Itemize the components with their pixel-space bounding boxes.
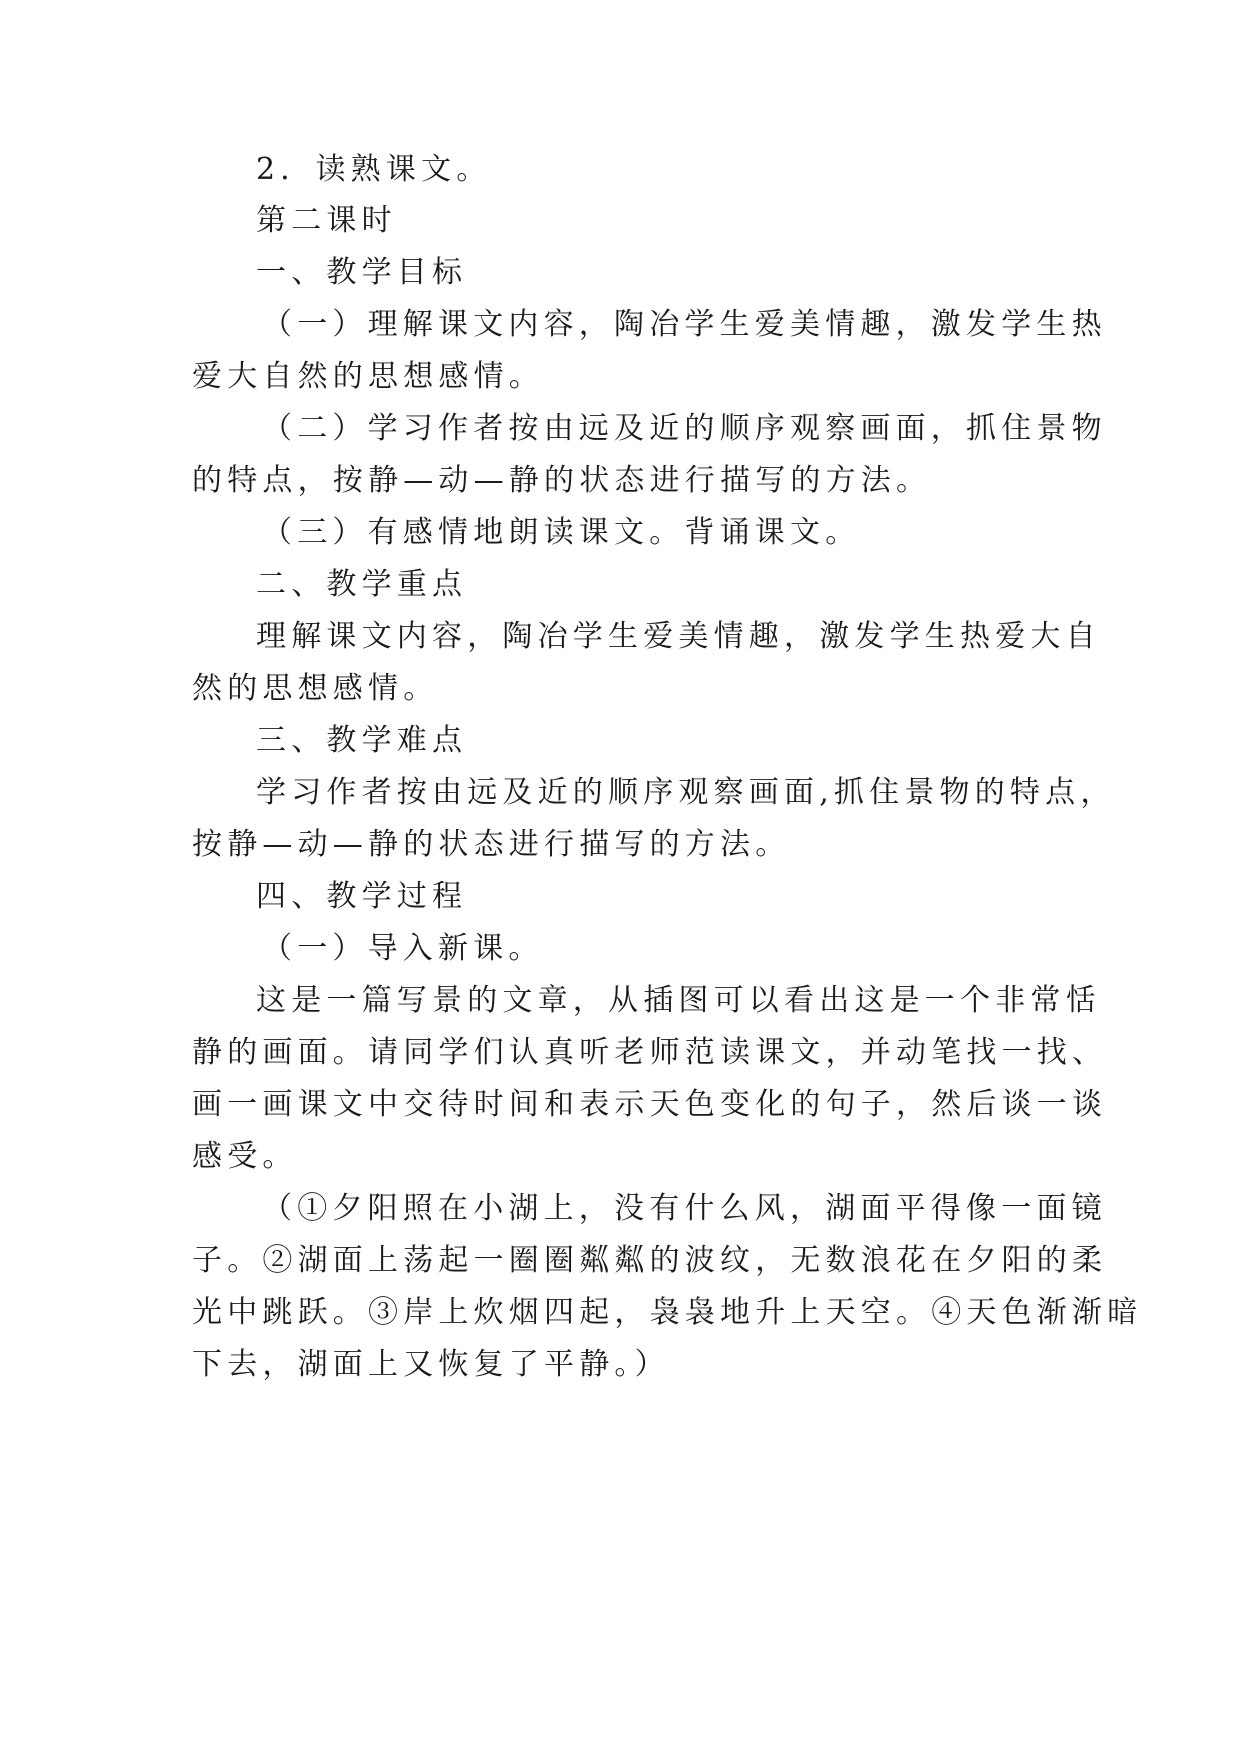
paragraph-line: 静的画面。请同学们认真听老师范读课文，并动笔找一找、: [192, 1035, 1108, 1070]
paragraph-line: 画一画课文中交待时间和表示天色变化的句子，然后谈一谈: [192, 1087, 1108, 1122]
text-line: 2．读熟课文。: [256, 152, 492, 187]
paragraph-line: 这是一篇写景的文章，从插图可以看出这是一个非常恬: [256, 983, 1101, 1018]
section-heading: 四、教学过程: [256, 879, 468, 914]
paragraph-line: 光中跳跃。③岸上炊烟四起，袅袅地升上天空。④天色渐渐暗: [192, 1295, 1143, 1330]
paragraph-line: （三）有感情地朗读课文。背诵课文。: [262, 515, 861, 550]
section-heading: 第二课时: [256, 203, 397, 238]
paragraph-line: 爱大自然的思想感情。: [192, 359, 544, 394]
paragraph-line: 的特点，按静—动—静的状态进行描写的方法。: [192, 463, 932, 498]
paragraph-line: （①夕阳照在小湖上，没有什么风，湖面平得像一面镜: [262, 1191, 1107, 1226]
paragraph-line: （二）学习作者按由远及近的顺序观察画面，抓住景物: [262, 411, 1107, 446]
paragraph-line: 理解课文内容，陶冶学生爱美情趣，激发学生热爱大自: [256, 619, 1101, 654]
paragraph-line: 学习作者按由远及近的顺序观察画面,抓住景物的特点，: [256, 775, 1116, 810]
subsection-heading: （一）导入新课。: [262, 931, 544, 966]
section-heading: 二、教学重点: [256, 567, 468, 602]
section-heading: 一、教学目标: [256, 255, 468, 290]
section-heading: 三、教学难点: [256, 723, 468, 758]
paragraph-line: 然的思想感情。: [192, 671, 439, 706]
paragraph-line: 感受。: [192, 1139, 298, 1174]
paragraph-line: 子。②湖面上荡起一圈圈粼粼的波纹，无数浪花在夕阳的柔: [192, 1243, 1108, 1278]
paragraph-line: （一）理解课文内容，陶冶学生爱美情趣，激发学生热: [262, 307, 1107, 342]
paragraph-line: 按静—动—静的状态进行描写的方法。: [192, 827, 791, 862]
paragraph-line: 下去，湖面上又恢复了平静。）: [192, 1347, 670, 1382]
